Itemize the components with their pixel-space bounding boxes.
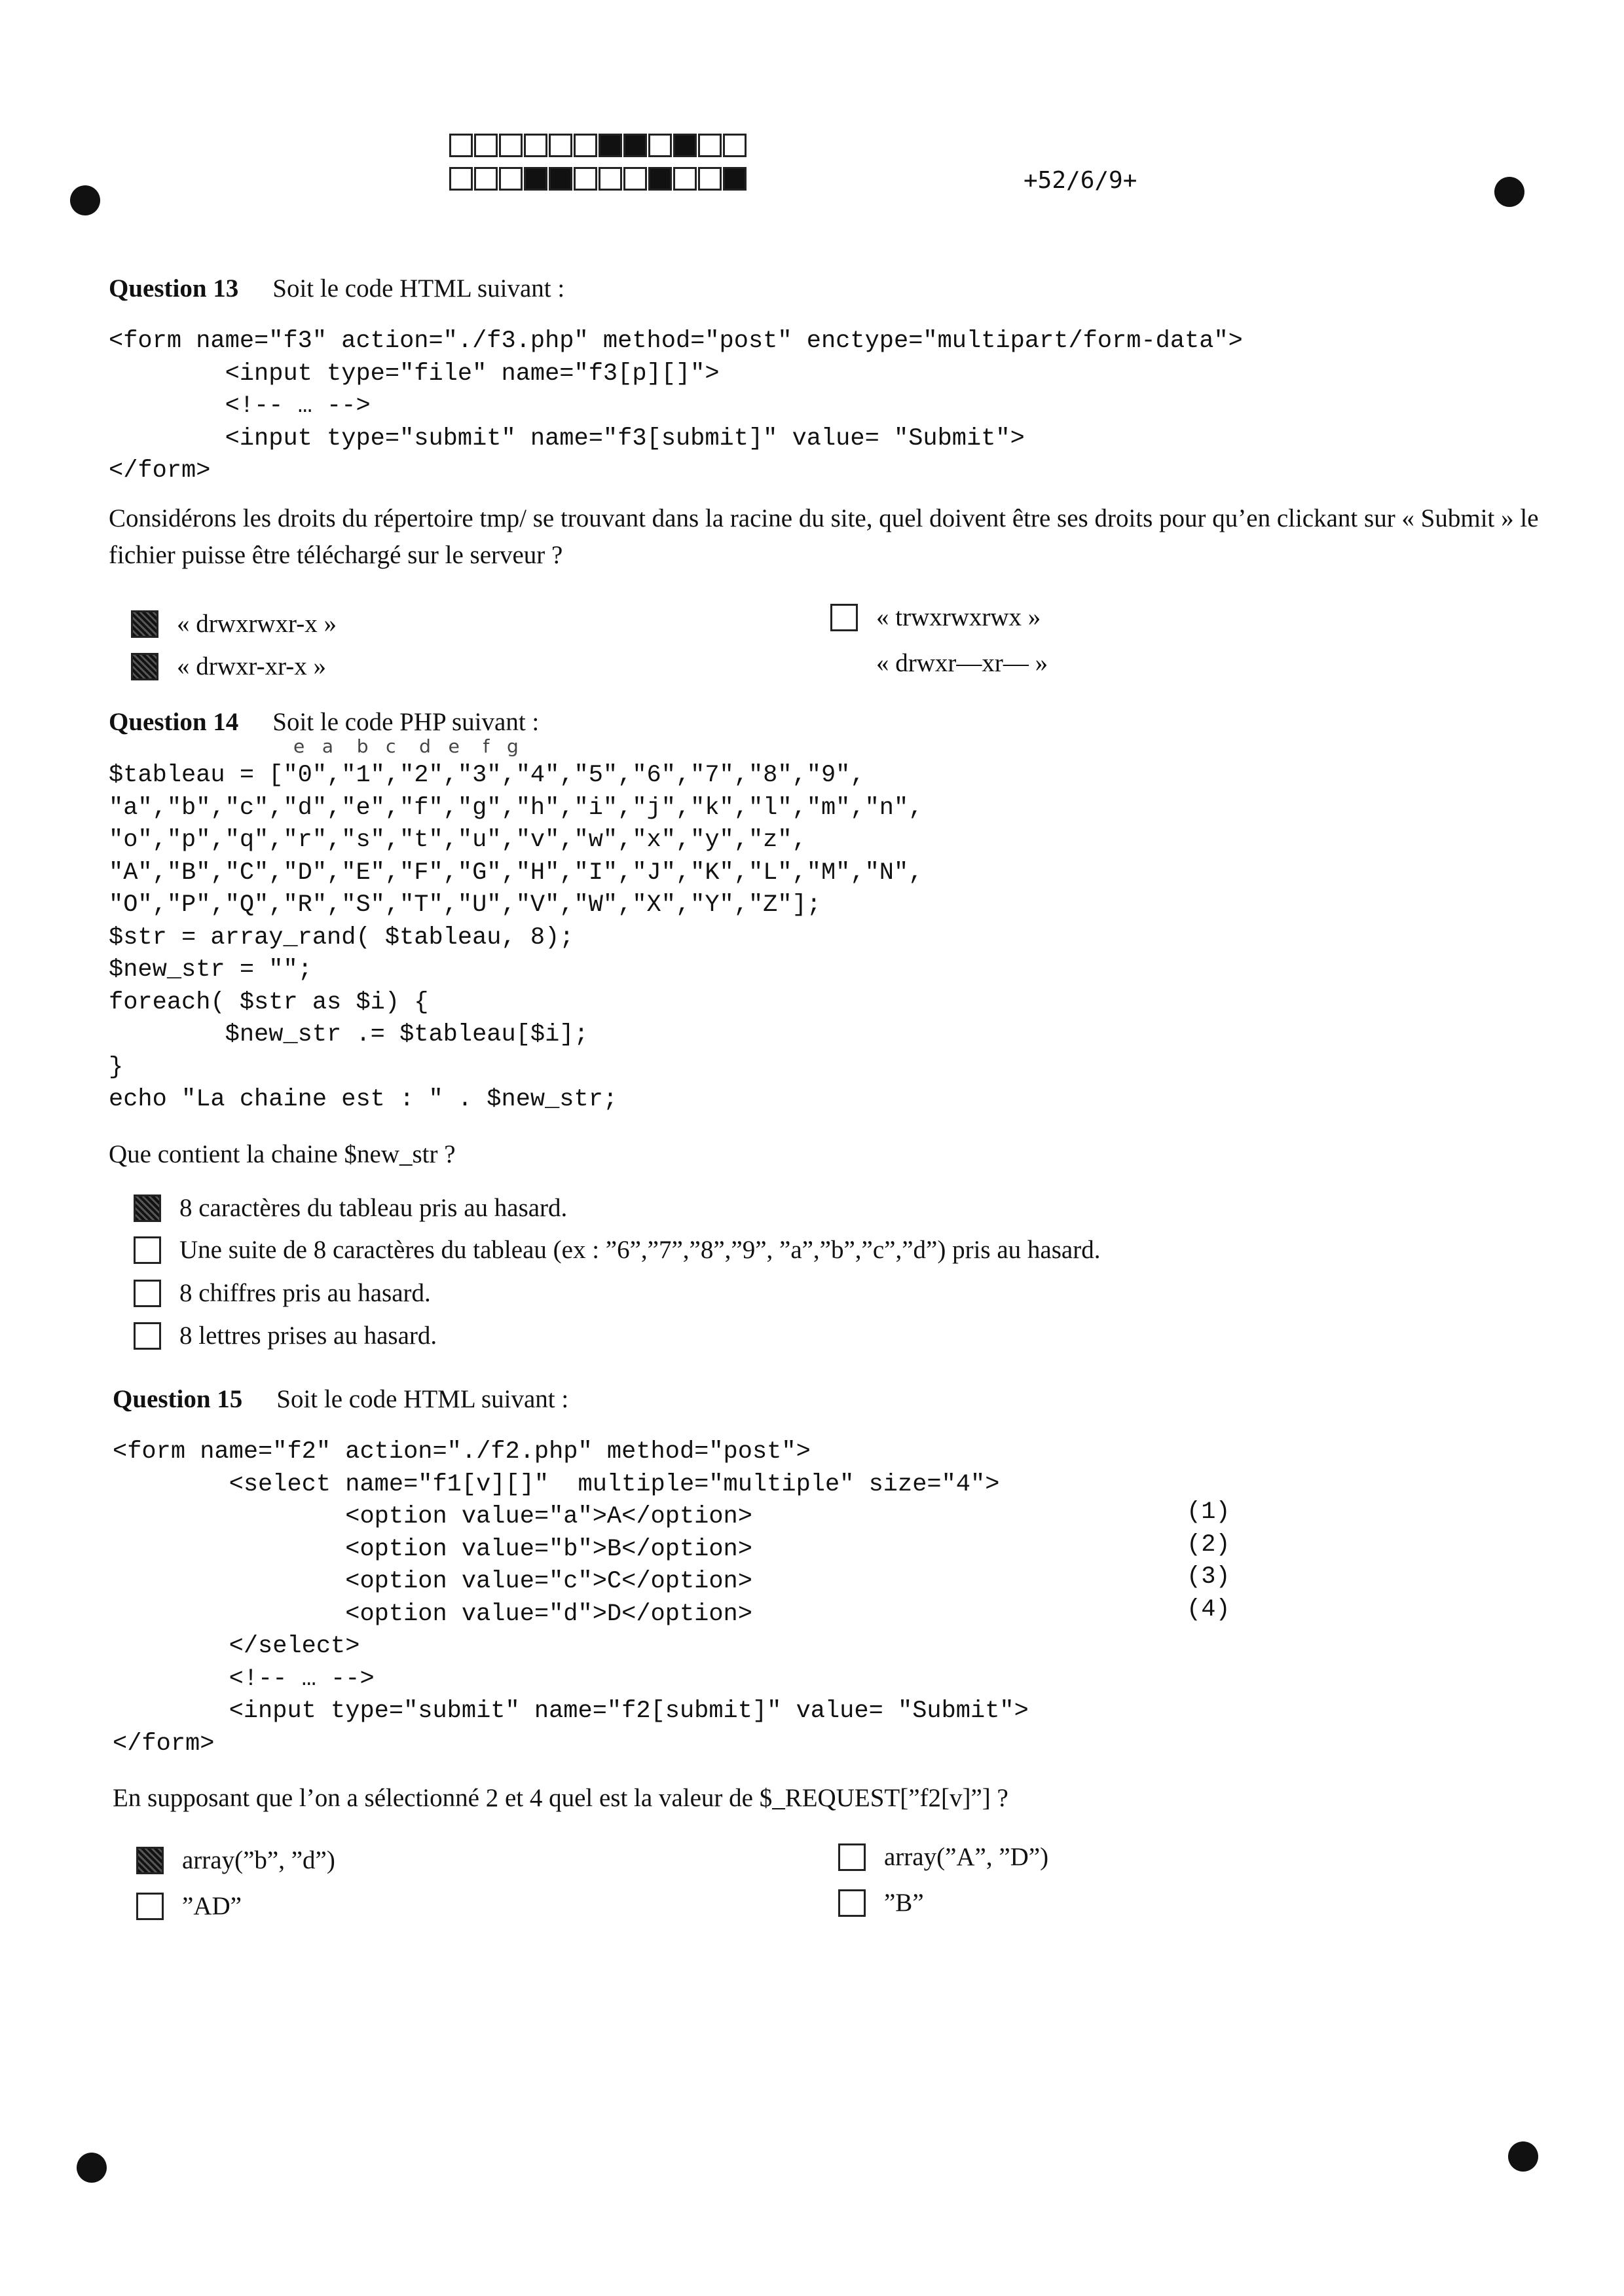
option-label: « drwxr—xr— » — [876, 649, 1048, 677]
id-box-filled — [623, 134, 647, 157]
id-box-filled — [648, 167, 672, 191]
q15-option-2[interactable] — [136, 1891, 242, 1921]
checkbox[interactable] — [838, 1843, 866, 1871]
id-box-empty — [499, 134, 523, 157]
question-number: Question 15 — [113, 1385, 243, 1413]
student-id-boxes-row-2 — [449, 167, 748, 191]
id-box-empty — [698, 167, 722, 191]
id-box-filled — [599, 134, 622, 157]
id-box-empty — [499, 167, 523, 191]
id-box-filled — [549, 167, 572, 191]
registration-mark-top-right — [1494, 177, 1524, 207]
option-label: 8 chiffres pris au hasard. — [179, 1279, 431, 1307]
id-box-empty — [549, 134, 572, 157]
option-line-number-1: (1) — [1187, 1498, 1230, 1526]
question-title: Soit le code HTML suivant : — [272, 274, 565, 303]
id-box-empty — [574, 134, 597, 157]
checkbox-checked[interactable] — [136, 1847, 164, 1874]
checkbox[interactable] — [134, 1280, 161, 1307]
option-label: « drwxrwxr-x » — [177, 610, 337, 638]
option-label: 8 lettres prises au hasard. — [179, 1322, 437, 1350]
question-number: Question 14 — [109, 708, 239, 736]
option-label: « trwxrwxrwx » — [876, 603, 1041, 631]
id-box-empty — [524, 134, 547, 157]
id-box-empty — [574, 167, 597, 191]
q13-option-2[interactable] — [131, 652, 326, 681]
student-id-boxes-row-1 — [449, 134, 748, 157]
registration-mark-bottom-left — [77, 2153, 107, 2183]
option-line-number-3: (3) — [1187, 1563, 1230, 1591]
checkbox[interactable] — [134, 1236, 161, 1264]
checkbox[interactable] — [136, 1893, 164, 1920]
registration-mark-bottom-right — [1508, 2141, 1538, 2172]
id-box-empty — [449, 134, 473, 157]
checkbox[interactable] — [134, 1322, 161, 1350]
question-13-prompt: Considérons les droits du répertoire tmp/ se trouvant dans la racine du site, quel doivent être ses droits pour qu’en clickant sur « Submit » le fichier puisse être téléchargé sur le serveur ? — [109, 504, 1539, 569]
id-box-empty — [723, 134, 747, 157]
page-code: +52/6/9+ — [1024, 167, 1137, 194]
checkbox[interactable] — [838, 1889, 866, 1917]
checkbox-checked[interactable] — [131, 653, 158, 680]
question-15-heading — [113, 1384, 568, 1414]
id-box-empty — [474, 167, 498, 191]
id-box-empty — [623, 167, 647, 191]
registration-mark-top-left — [70, 185, 100, 215]
question-number: Question 13 — [109, 274, 239, 303]
question-15-code: <form name="f2" action="./f2.php" method="post"> <select name="f1[v][]" multiple="multiple" size="4"> <option value="a">A</option> <option value="b">B</option> <option value="c">C</option> <option value="d">D</option> </select> <!-- … --> <input type="submit" name="f2[submit]" value= "Submit"> </form> — [113, 1438, 1029, 1758]
question-13-code: <form name="f3" action="./f3.php" method="post" enctype="multipart/form-data"> <input type="file" name="f3[p][]"> <!-- … --> <input type="submit" name="f3[submit]" value= "Submit"> </form> — [109, 327, 1243, 485]
checkbox[interactable] — [830, 604, 858, 631]
option-label: array(”b”, ”d”) — [182, 1846, 335, 1874]
q14-option-4[interactable] — [134, 1321, 437, 1350]
question-14-prompt: Que contient la chaine $new_str ? — [109, 1140, 456, 1168]
option-line-number-4: (4) — [1187, 1596, 1230, 1623]
q14-option-3[interactable] — [134, 1278, 431, 1308]
question-14-heading — [109, 707, 539, 737]
id-box-empty — [474, 134, 498, 157]
id-box-empty — [648, 134, 672, 157]
option-line-number-2: (2) — [1187, 1531, 1230, 1559]
q15-option-4[interactable] — [838, 1888, 924, 1917]
q15-option-3[interactable] — [838, 1842, 1048, 1872]
option-label: 8 caractères du tableau pris au hasard. — [179, 1194, 568, 1222]
option-label: ”B” — [884, 1889, 924, 1917]
checkbox-checked[interactable] — [131, 610, 158, 638]
id-box-filled — [723, 167, 747, 191]
id-box-empty — [673, 167, 697, 191]
id-box-empty — [449, 167, 473, 191]
q14-option-1[interactable] — [134, 1193, 567, 1223]
question-title: Soit le code HTML suivant : — [276, 1385, 569, 1413]
question-15-prompt: En supposant que l’on a sélectionné 2 et 4 quel est la valeur de $_REQUEST[”f2[v]”] ? — [113, 1784, 1008, 1812]
id-box-filled — [524, 167, 547, 191]
option-label: « drwxr-xr-x » — [177, 652, 327, 680]
q13-option-1[interactable] — [131, 609, 337, 639]
question-14-code: $tableau = ["0","1","2","3","4","5","6","7","8","9", "a","b","c","d","e","f","g","h","i","j","k","l","m","n", "o","p","q","r","s","t","u","v","w","x","y","z", "A","B","C","D","E","F","G","H","I","J","K","L","M","N", "O","P","Q","R","S","T","U","V","W","X","Y","Z"]; $str = array_rand( $tableau, 8); $new_str = ""; foreach( $str as $i) { $new_str .= $tableau[$i]; } echo "La chaine est : " . $new_str; — [109, 762, 923, 1113]
option-label: array(”A”, ”D”) — [884, 1843, 1049, 1871]
question-13-heading — [109, 274, 564, 303]
id-box-empty — [599, 167, 622, 191]
q13-option-4 — [830, 648, 1048, 678]
q15-option-1[interactable] — [136, 1845, 335, 1875]
q14-option-2[interactable] — [134, 1235, 1100, 1265]
id-box-filled — [673, 134, 697, 157]
id-box-empty — [698, 134, 722, 157]
question-title: Soit le code PHP suivant : — [272, 708, 540, 736]
handwritten-annotations: e a b c d e f g — [293, 735, 519, 757]
checkbox-checked[interactable] — [134, 1194, 161, 1222]
q13-option-3[interactable] — [830, 602, 1041, 632]
option-label: Une suite de 8 caractères du tableau (ex : ”6”,”7”,”8”,”9”, ”a”,”b”,”c”,”d”) pris au hasard. — [179, 1236, 1101, 1264]
option-label: ”AD” — [182, 1892, 242, 1920]
